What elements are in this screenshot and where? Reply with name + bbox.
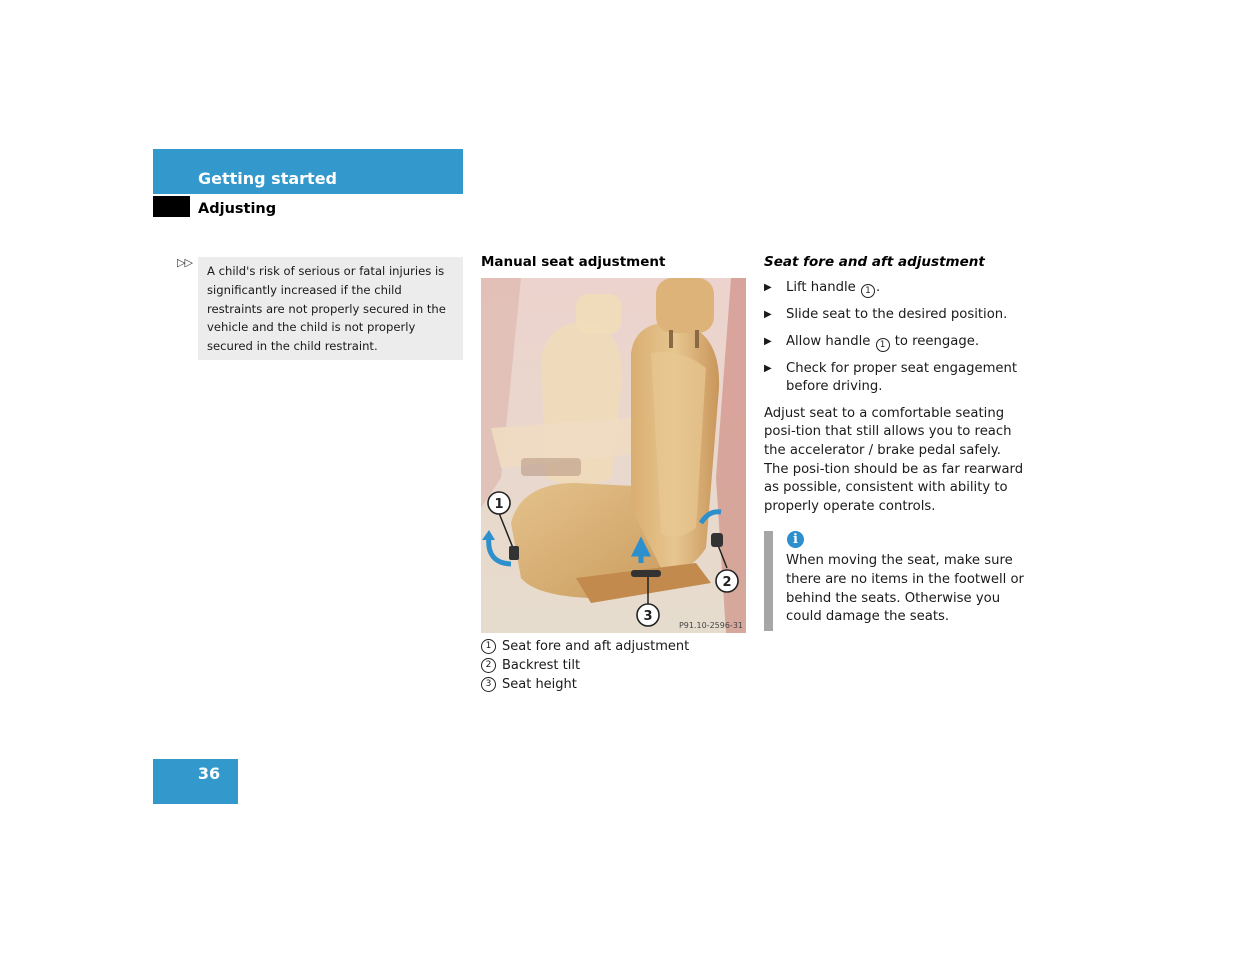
svg-text:3: 3 <box>643 609 653 624</box>
step-item: ▶ Slide seat to the desired position. <box>764 306 1029 325</box>
info-note <box>764 531 1029 631</box>
figure-legend <box>481 637 746 694</box>
legend-number: 1 <box>481 639 496 654</box>
legend-item <box>481 675 746 694</box>
bullet-arrow-icon: ▶ <box>764 282 772 293</box>
continuation-icon: ▷▷ <box>177 256 192 269</box>
step-item: ▶ Allow handle 1 to reengage. <box>764 333 980 350</box>
legend-item <box>481 656 746 675</box>
step-list <box>764 279 1029 397</box>
figure-heading: Manual seat adjustment <box>481 254 666 270</box>
svg-text:2: 2 <box>722 575 732 590</box>
section-title: Getting started <box>198 169 337 188</box>
legend-text: Seat fore and aft adjustment <box>502 639 690 654</box>
legend-item <box>481 637 746 656</box>
subsection-title: Adjusting <box>198 201 277 217</box>
subsection-tab-marker <box>153 196 190 217</box>
warning-text: A child's risk of serious or fatal injuries is significantly increased if the child restraints are not properly secured in the vehicle and the child is not properly secured in the child restraint. <box>207 264 446 354</box>
warning-box <box>198 257 463 360</box>
inline-number: 1 <box>876 338 890 352</box>
step-item: ▶ Check for proper seat engagement before driving. <box>764 360 1029 397</box>
info-icon: i <box>787 531 804 548</box>
bullet-arrow-icon: ▶ <box>764 362 772 374</box>
legend-text: Backrest tilt <box>502 658 581 673</box>
section-heading: Seat fore and aft adjustment <box>764 254 985 270</box>
callout-2-marker <box>716 570 738 592</box>
seat-illustration <box>481 278 746 633</box>
info-text: When moving the seat, make sure there are no items in the footwell or behind the seats. Otherwise you could damage the seats. <box>786 553 1024 625</box>
body-paragraph: Adjust seat to a comfortable seating posi-tion that still allows you to reach the accelerator / brake pedal safely. The posi-tion should be as far rearward as possible, consistent with ability to properly operate controls. <box>764 405 1024 514</box>
legend-number: 3 <box>481 677 496 692</box>
instructions-column <box>764 253 1029 516</box>
legend-number: 2 <box>481 658 496 673</box>
legend-text: Seat height <box>502 677 577 692</box>
step-item: ▶ Lift handle 1 . <box>764 280 881 296</box>
callout-3-marker <box>637 604 659 626</box>
callout-1-marker <box>488 492 510 514</box>
svg-text:1: 1 <box>494 497 504 512</box>
bullet-arrow-icon: ▶ <box>764 309 772 320</box>
inline-number: 1 <box>861 284 875 298</box>
page-number: 36 <box>197 764 221 783</box>
info-bar <box>764 531 773 631</box>
figure-code: P91.10-2596-31 <box>678 621 743 630</box>
bullet-arrow-icon: ▶ <box>764 335 772 347</box>
